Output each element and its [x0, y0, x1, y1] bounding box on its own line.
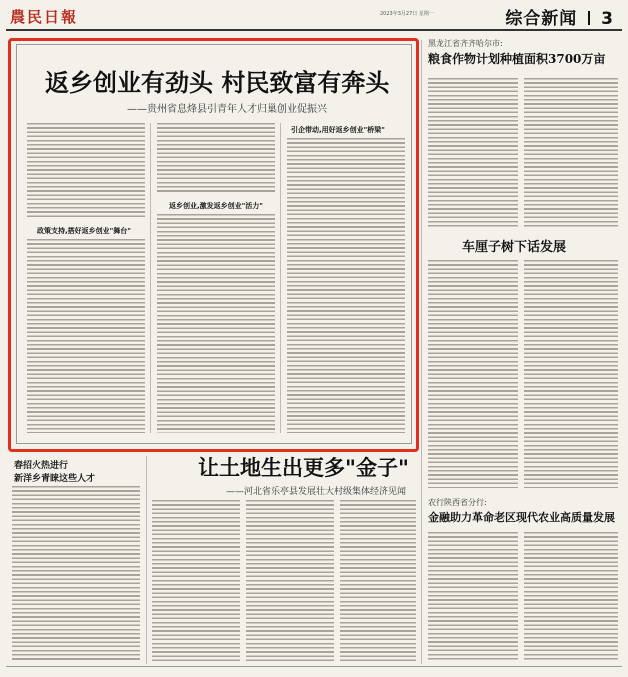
section-title — [505, 4, 614, 29]
body-text-block — [246, 500, 334, 662]
right-top-title[interactable]: 粮食作物计划种植面积3700万亩 — [428, 52, 606, 66]
bottom-article-title[interactable]: 让土地生出更多"金子" — [198, 455, 409, 480]
left-article-title-1[interactable]: 春招火热进行 — [14, 461, 69, 471]
lead-subhead-1: 政策支持,搭好返乡创业"舞台" — [37, 227, 131, 235]
lead-article[interactable] — [16, 44, 412, 444]
issue-date: 2023年3月27日 星期一 — [380, 11, 434, 17]
lead-article-title: 返乡创业有劲头 村民致富有奔头 — [45, 68, 390, 97]
left-article-title-2[interactable]: 新洋乡青睐这些人才 — [14, 474, 96, 484]
section-divider — [588, 11, 590, 25]
right-mid-title[interactable]: 车厘子树下话发展 — [462, 240, 567, 255]
masthead-rule — [6, 29, 622, 31]
body-text-block — [157, 214, 275, 433]
body-text-block — [524, 532, 618, 662]
body-text-block — [340, 500, 416, 662]
body-text-block — [428, 78, 518, 228]
body-text-block — [27, 123, 145, 219]
footer-rule — [6, 666, 622, 667]
body-text-block — [152, 500, 240, 662]
section-name: 综合新闻 — [505, 9, 578, 29]
column-divider — [421, 40, 422, 664]
right-top-kicker: 黑龙江省齐齐哈尔市: — [428, 39, 503, 48]
body-text-block — [428, 260, 518, 488]
lead-article-subtitle: ——贵州省息烽县引青年人才归巢创业促振兴 — [127, 104, 327, 115]
right-bottom-title[interactable]: 金融助力革命老区现代农业高质量发展 — [428, 511, 615, 524]
body-text-block — [27, 239, 145, 433]
lead-subhead-2: 返乡创业,激发返乡创业"活力" — [169, 202, 263, 210]
column-divider — [146, 456, 147, 664]
body-text-block — [524, 260, 618, 488]
body-text-block — [157, 123, 275, 193]
body-text-block — [524, 78, 618, 228]
masthead-logo: 農民日報 — [10, 8, 79, 26]
lead-subhead-3: 引企带动,用好返乡创业"桥梁" — [291, 126, 385, 134]
column-divider — [150, 123, 151, 433]
body-text-block — [12, 486, 140, 662]
body-text-block — [287, 138, 405, 433]
page-number: 3 — [601, 9, 614, 29]
body-text-block — [428, 532, 518, 662]
column-divider — [280, 123, 281, 433]
right-bottom-kicker: 农行陕西省分行: — [428, 498, 487, 507]
bottom-article-subtitle: ——河北省乐亭县发展壮大村级集体经济见闻 — [226, 487, 407, 497]
